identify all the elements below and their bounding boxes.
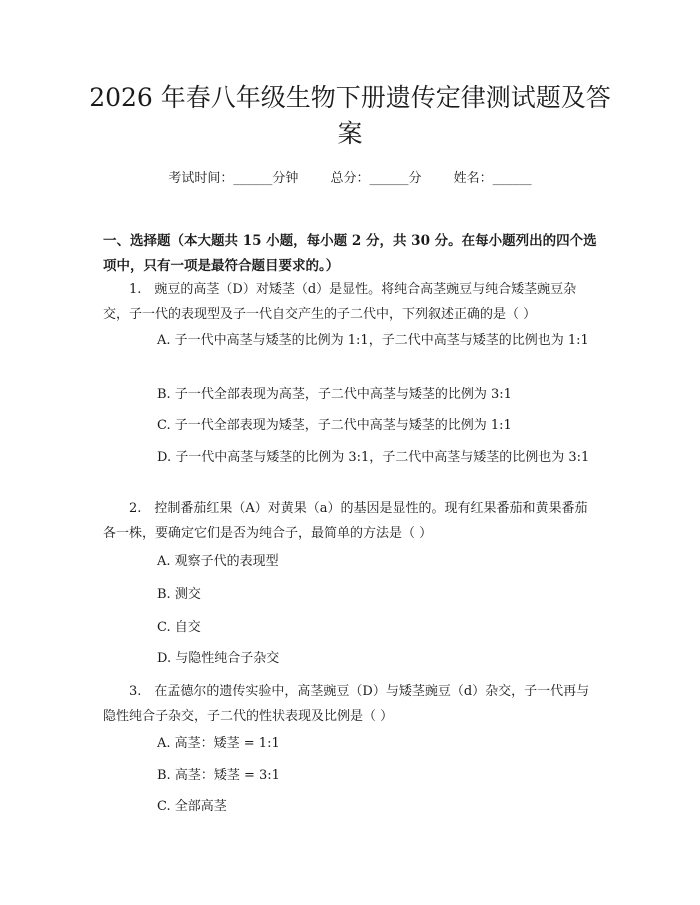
question-2-option-b: B. 测交 [157,587,201,602]
total-score-field: 总分：______分 [330,171,422,186]
question-2-option-d: D. 与隐性纯合子杂交 [157,651,280,666]
exam-meta [0,170,700,188]
question-3-option-b: B. 高茎：矮茎 = 3:1 [157,768,280,783]
question-3-option-c: C. 全部高茎 [157,799,227,814]
question-1-option-c: C. 子一代全部表现为矮茎，子二代中高茎与矮茎的比例为 1:1 [157,418,512,433]
question-1-option-b: B. 子一代全部表现为高茎，子二代中高茎与矮茎的比例为 3:1 [157,387,512,402]
question-2-option-c: C. 自交 [157,620,201,635]
question-3-stem: 3. 在孟德尔的遗传实验中，高茎豌豆（D）与矮茎豌豆（d）杂交，子一代再与隐性纯合子杂交，子二代的性状表现及比例是（ ） [103,684,590,724]
question-1-option-a: A. 子一代中高茎与矮茎的比例为 1:1，子二代中高茎与矮茎的比例也为 1:1 [157,333,589,348]
question-3-option-a: A. 高茎：矮茎 = 1:1 [157,736,280,751]
exam-title: 2026 年春八年级生物下册遗传定律测试题及答案 [89,83,611,148]
question-1-option-d: D. 子一代中高茎与矮茎的比例为 3:1，子二代中高茎与矮茎的比例也为 3:1 [157,450,590,465]
question-1-stem: 1. 豌豆的高茎（D）对矮茎（d）是显性。将纯合高茎豌豆与纯合矮茎豌豆杂交，子一代的表现型及子一代自交产生的子二代中，下列叙述正确的是（ ） [103,282,577,322]
exam-time-field: 考试时间：______分钟 [168,171,299,186]
question-2-option-a: A. 观察子代的表现型 [157,554,279,569]
section-heading: 一、选择题（本大题共 15 小题，每小题 2 分，共 30 分。在每小题列出的四个选项中，只有一项是最符合题目要求的。） [103,233,597,274]
student-name-field: 姓名：______ [453,171,532,186]
question-2-stem: 2. 控制番茄红果（A）对黄果（a）的基因是显性的。现有红果番茄和黄果番茄各一株，要确定它们是否为纯合子，最简单的方法是（ ） [103,501,588,541]
